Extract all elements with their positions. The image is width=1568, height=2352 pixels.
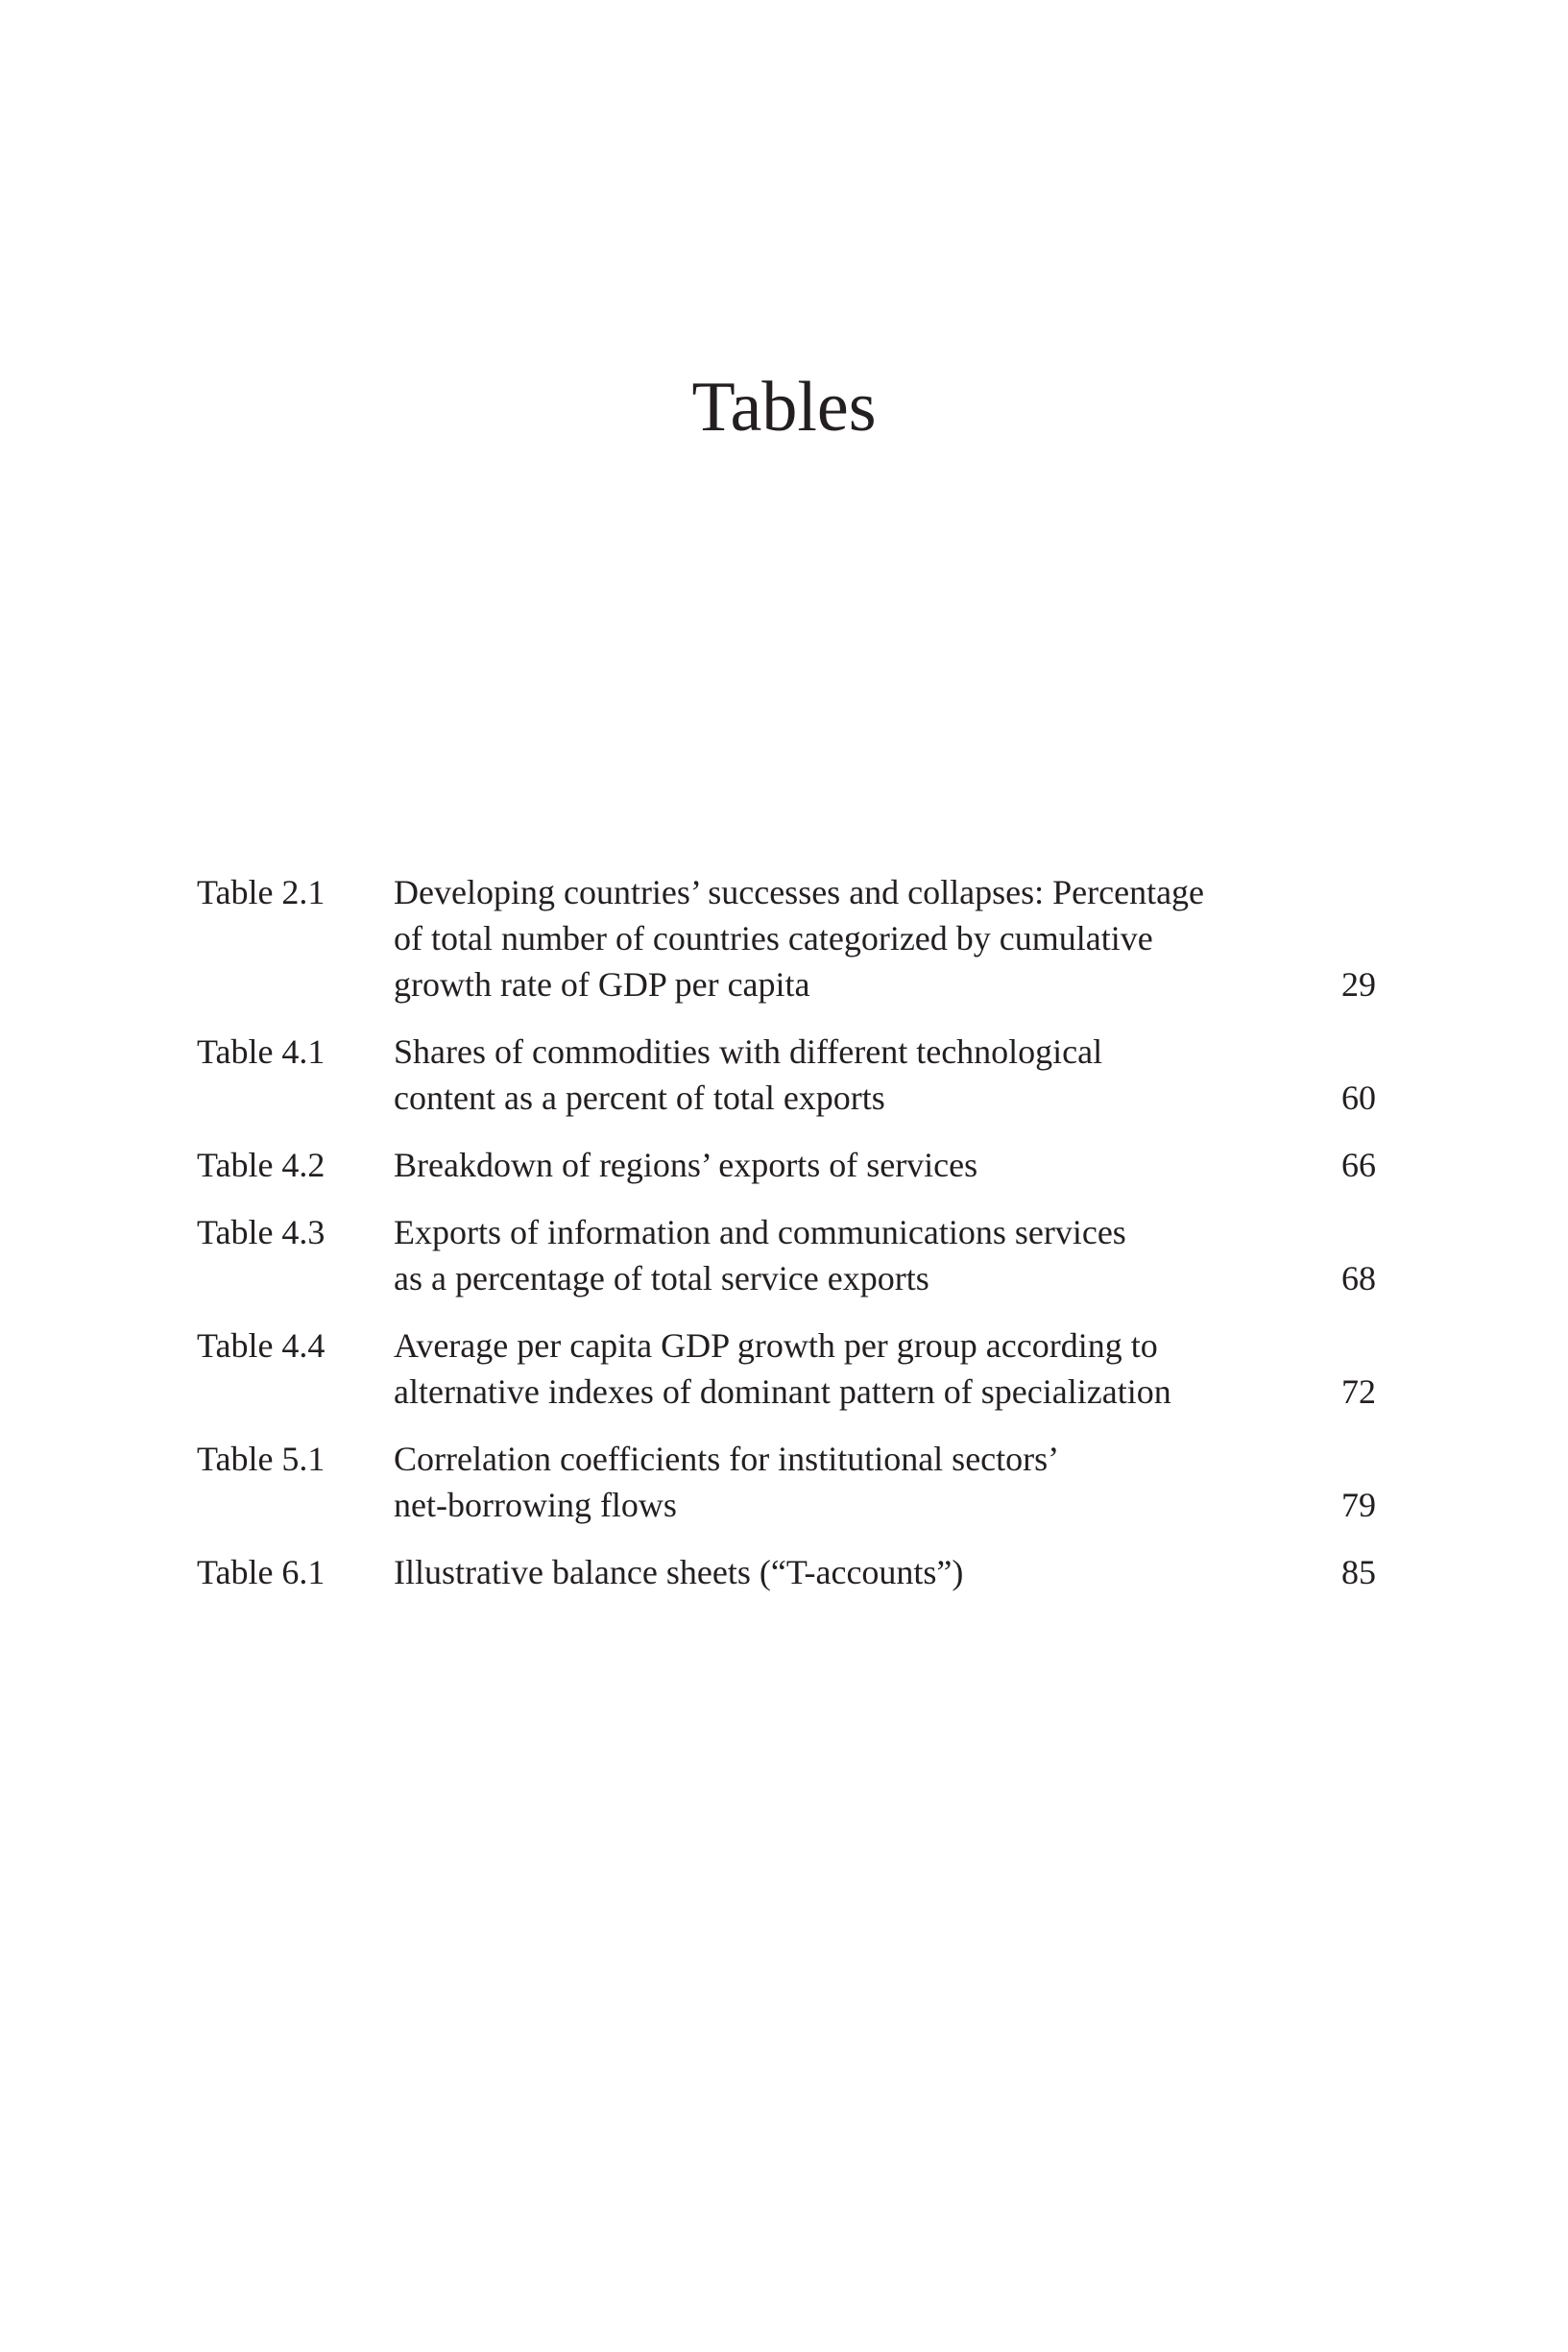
entry-description xyxy=(394,1142,1320,1188)
entry-description-line: Exports of information and communications services xyxy=(394,1213,1126,1251)
entry-description-line: alternative indexes of dominant pattern of specialization xyxy=(394,1372,1171,1411)
entry-description xyxy=(394,1549,1320,1595)
entry-page-number: 85 xyxy=(1341,1553,1376,1591)
entry-description-line: content as a percent of total exports xyxy=(394,1079,885,1117)
entry-description xyxy=(394,1436,1320,1528)
entry-description-line: Shares of commodities with different technological xyxy=(394,1032,1103,1071)
entry-description xyxy=(394,1029,1320,1121)
entry-description-line: Illustrative balance sheets (“T-accounts”) xyxy=(394,1553,964,1591)
entry-description xyxy=(394,1322,1320,1415)
entry-description-line: Breakdown of regions’ exports of services xyxy=(394,1146,978,1184)
entry-page-number: 72 xyxy=(1341,1372,1376,1411)
table-entry xyxy=(197,1436,1376,1528)
entry-label: Table 2.1 xyxy=(197,873,326,911)
table-entry xyxy=(197,869,1376,1007)
entry-description-line: as a percentage of total service exports xyxy=(394,1259,929,1297)
entry-description xyxy=(394,1209,1320,1301)
entry-label: Table 4.1 xyxy=(197,1032,326,1071)
table-entry xyxy=(197,1322,1376,1415)
entry-page-number: 60 xyxy=(1341,1079,1376,1117)
table-entry xyxy=(197,1209,1376,1301)
entry-page-number: 29 xyxy=(1341,965,1376,1004)
page-title: Tables xyxy=(691,368,877,447)
entry-description-line: net-borrowing flows xyxy=(394,1486,677,1524)
table-of-tables-list xyxy=(197,869,1376,1616)
entry-page-number: 79 xyxy=(1341,1486,1376,1524)
entry-description-line: Average per capita GDP growth per group according to xyxy=(394,1326,1158,1365)
entry-page-number: 68 xyxy=(1341,1259,1376,1297)
entry-description xyxy=(394,869,1320,1007)
entry-label: Table 5.1 xyxy=(197,1440,326,1478)
entry-label: Table 4.3 xyxy=(197,1213,326,1251)
entry-page-number: 66 xyxy=(1341,1146,1376,1184)
entry-description-line: of total number of countries categorized by cumulative xyxy=(394,919,1153,958)
entry-description-line: growth rate of GDP per capita xyxy=(394,965,810,1004)
entry-description-line: Correlation coefficients for institutional sectors’ xyxy=(394,1440,1060,1478)
table-entry xyxy=(197,1142,1376,1188)
table-entry xyxy=(197,1549,1376,1595)
entry-description-line: Developing countries’ successes and collapses: Percentage xyxy=(394,873,1205,911)
table-entry xyxy=(197,1029,1376,1121)
entry-label: Table 4.4 xyxy=(197,1326,326,1365)
entry-label: Table 4.2 xyxy=(197,1146,326,1184)
entry-label: Table 6.1 xyxy=(197,1553,326,1591)
